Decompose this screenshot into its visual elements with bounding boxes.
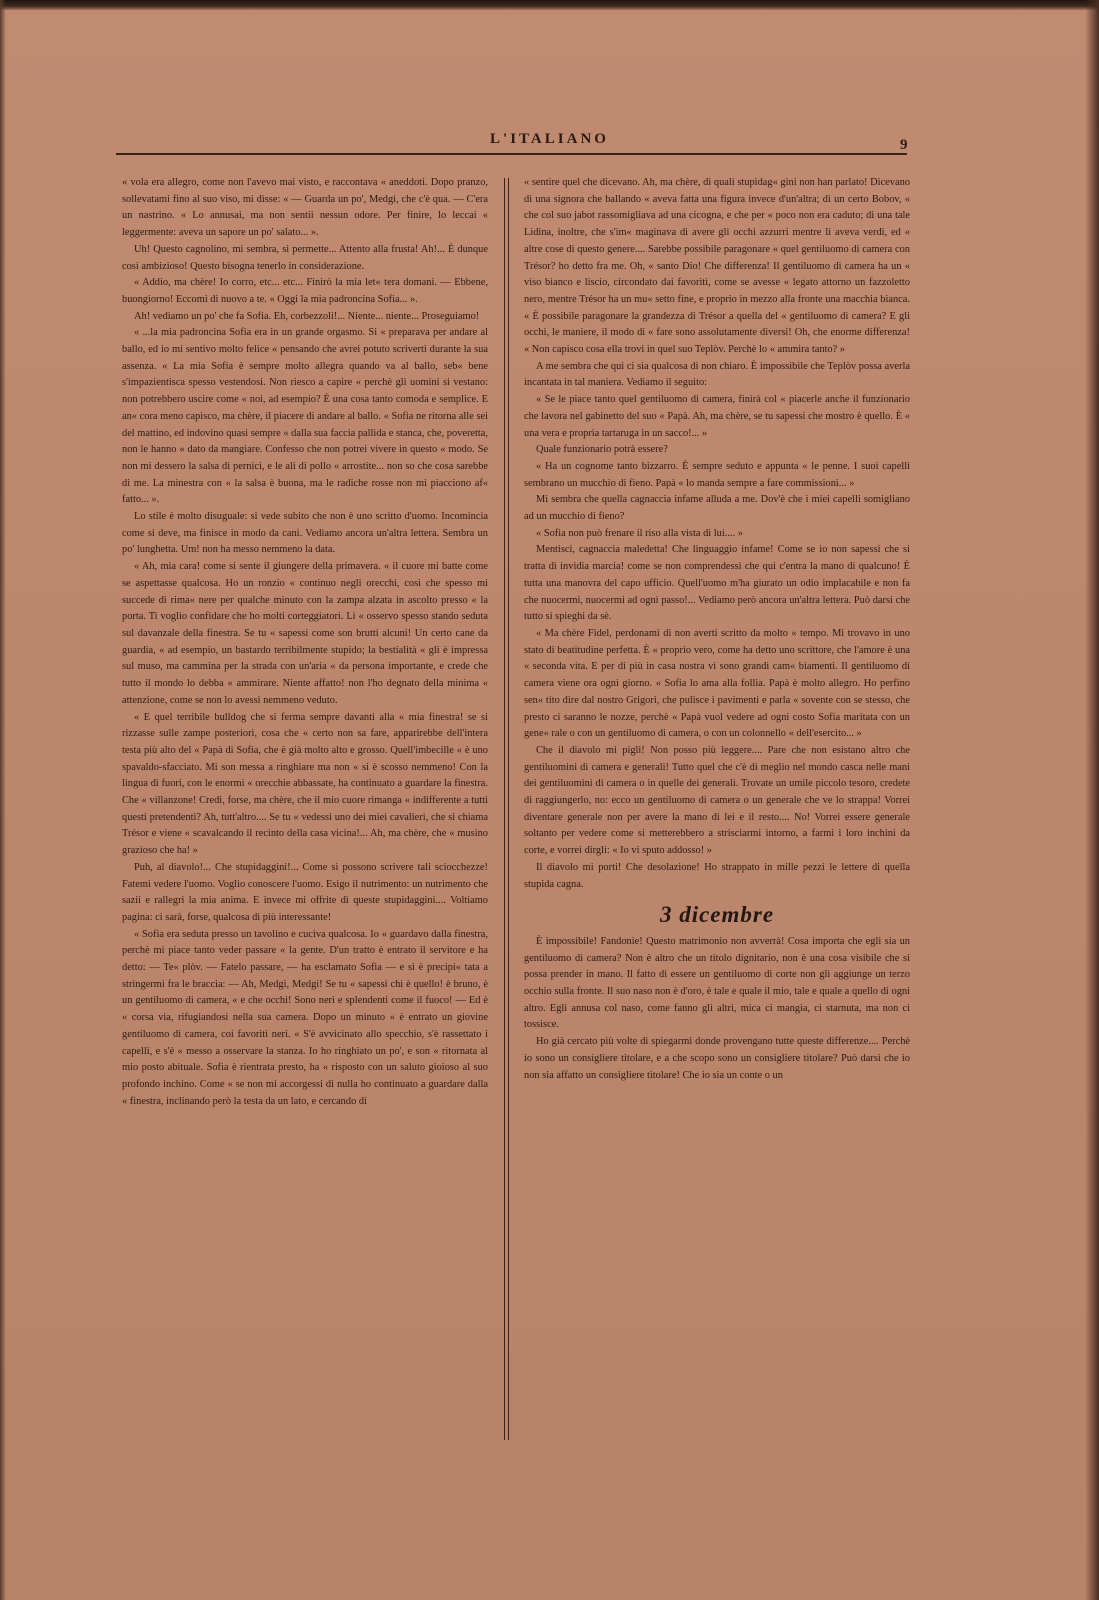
page-left-edge [0, 0, 6, 1600]
paragraph: Ho già cercato più volte di spiegarmi donde provengano tutte queste differenze.... Perchè io sono un consigliere titolare, e a che scopo sono un consigliere titolare? Può darsi che io non sia affatto un consigliere titolare! Che io sia un conte o un [524, 1036, 910, 1081]
paragraph: Mi sembra che quella cagnaccia infame alluda a me. Dov'è che i miei capelli somigliano ad un mucchio di fieno? [524, 494, 910, 523]
page-right-edge [1085, 0, 1099, 1600]
running-header-title: L'ITALIANO [490, 131, 609, 147]
paragraph: « Sofia era seduta presso un tavolino e cuciva qualcosa. Io « guardavo dalla finestra, perchè mi piace tanto veder passare « la gente. D'un tratto è entrato il servitore e ha detto: — Te« plòv. — Fatelo passare, — ha esclamato Sofia — e si è precipi« tata a stringermi fra le braccia: — Ah, Medgi, Medgi! Se tu « sapessi chi è quello! è bruno, è un gentiluomo di camera, « e che occhi! Sono neri e splendenti come il fuoco! — Ed è « corsa via, rifugiandosi nella sua camera. Dopo un minuto « è entrato un giovine gentiluomo di camera, coi favoriti neri. « S'è avvicinato allo specchio, s'è rassettato i capelli, e s'è « messo a osservare la stanza. Io ho ringhiato un po', e son « ritornata al mio posto abituale. Sofia è rientrata presto, ha « risposto con un saluto gioioso al suo profondo inchino. Come « se non mi accorgessi di nulla ho continuato a guardare dalla « finestra, inclinando però la testa da un lato, e cercando di [122, 928, 488, 1107]
paragraph: Puh, al diavolo!... Che stupidaggini!... Come si possono scrivere tali sciocchezze! Fatemi vedere l'uomo. Voglio conoscere l'uomo. Esigo il nutrimento: un nutrimento che sazii e rallegri la mia anima. E invece mi offrite di queste stupidaggini.... Voltiamo pagina: ci sarà, forse, qualcosa di più interessante! [122, 861, 488, 923]
paragraph: « Se le piace tanto quel gentiluomo di camera, finirà col « piacerle anche il funzionario che lavora nel gabinetto del suo « Papà. Ah, ma chère, se tu sapessi che mostro è quello. È « una vera e propria tartaruga in un sacco!... » [524, 394, 910, 439]
section-heading: 3 dicembre [659, 902, 775, 928]
paragraph: Lo stile è molto disuguale: si vede subito che non è uno scritto d'uomo. Incomincia come si deve, ma finisce in modo da cani. Vediamo ancora un'altra lettera. Sembra un po' lunghetta. Um! non ha messo nemmeno la data. [122, 511, 488, 556]
paragraph: Quale funzionario potrà essere? [536, 444, 668, 456]
paragraph: « Ah, mia cara! come si sente il giungere della primavera. « il cuore mi batte come se aspettasse qualcosa. Ho un ronzio « continuo negli orecchi, così che spesso mi succede di rima« nere per qualche minuto con la zampa alzata in ascolto presso « la porta. Ti voglio confidare che ho molti corteggiatori. Li « osservo spesso stando seduta sul davanzale della finestra. Se tu « sapessi come son brutti alcuni! Un certo cane da guardia, « ad esempio, un bastardo terribilmente stupido; la bestialità « gli è impressa sul muso, ma cammina per la strada con un'aria « da persona importante, e crede che tutto il mondo lo debba « ammirare. Niente affatto! non l'ho degnato della minima « attenzione, come se non lo avessi nemmeno veduto. [122, 561, 488, 706]
page-number: 9 [900, 137, 908, 153]
right-column [524, 175, 910, 1084]
paragraph: « Addio, ma chère! Io corro, etc... etc... Finirò la mia let« tera domani. — Ebbene, buongiorno! Eccomi di nuovo a te. « Oggi la mia padroncina Sofia... ». [122, 277, 488, 305]
paragraph: « E quel terribile bulldog che si ferma sempre davanti alla « mia finestra! se si rizzasse sulle zampe posteriori, cosa che « certo non sa fare, apparirebbe dell'intera testa più alto del « Papà di Sofia, che è già molto alto e grosso. Quell'imbecille « è uno spavaldo-sfacciato. Mi son messa a ringhiare ma non « si è scosso nemmeno! Con la lingua di fuori, con le enormi « orecchie abbassate, ha continuato a guardare la finestra. Che « villanzone! Credi, forse, ma chère, che il mio cuore rimanga « indifferente a tutti questi pretendenti? Ah, tutt'altro.... Se tu « vedessi uno dei miei cavalieri, che si chiama Trésor e viene « scavalcando il recinto della casa vicina!... Ah, ma chère, che « musino grazioso che ha! » [122, 711, 488, 857]
paragraph: « vola era allegro, come non l'avevo mai visto, e raccontava « aneddoti. Dopo pranzo, sollevatami fino al suo viso, mi disse: « — Guarda un po', Medgi, che c'è qua. — C'era un nastrino. « Lo annusai, ma non sentii nessun odore. Per finire, lo leccai « leggermente: aveva un sapore un po' salato... ». [122, 177, 488, 239]
paragraph: « Ma chère Fidel, perdonami di non averti scritto da molto « tempo. Mi trovavo in uno stato di beatitudine perfetta. È « proprio vero, come ha detto uno scrittore, che l'amore è una « seconda vita. E per di più in casa nostra vi sono grandi cam« biamenti. Il gentiluomo di camera viene ora ogni giorno. « Sofia lo ama alla follia. Papà è molto allegro. Ho perfino sen« tito dire dal nostro Grigori, che pulisce i pavimenti e parla « sovente con se stesso, che presto ci saranno le nozze, perchè « Papà vuol vedere ad ogni costo Sofia maritata con un gene« rale o con un gentiluomo di camera, o con un colonnello « dell'esercito... » [524, 627, 910, 740]
header-rule [116, 153, 907, 155]
paragraph: È impossibile! Fandonie! Questo matrimonio non avverrà! Cosa importa che egli sia un gentiluomo di camera? Non è altro che un titolo dignitario, non è una cosa visibile che si possa prender in mano. Il fatto di essere un gentiluomo di corte non gli aggiunge un terzo occhio sulla fronte. Il suo naso non è d'oro, è tale e quale il mio, tale e quale a quello di ogni altro. Egli annusa col naso, come fanno gli altri, mica ci mangia, ci starnuta, ma non ci tossisce. [524, 935, 910, 1031]
page-top-edge [0, 0, 1099, 10]
column-divider [504, 178, 509, 1440]
paragraph: « sentire quel che dicevano. Ah, ma chère, di quali stupidag« gini non han parlato! Dicevano di una signora che ballando « aveva fatta una figura invece d'un'altra; di un certo Bobov, « che col suo jabot rassomigliava ad una cicogna, e che per « poco non era caduto; di una tale Lidina, inoltre, che s'im« maginava di avere gli occhi azzurri mentre li aveva verdi, ed « altre cose di questo genere.... Sarebbe possibile paragonare « quel gentiluomo di camera con Trésor? ho detto fra me. Oh, « santo Dio! Che differenza! Il gentiluomo di camera ha un « viso bianco e liscio, circondato dai favoriti, come se avesse « legato attorno un fazzoletto nero, mentre Trésor ha un mu« setto fine, e proprio in mezzo alla fronte una macchia bianca. « È possibile paragonare la grandezza di Trésor a quella del « gentiluomo di camera? E gli occhi, le maniere, il modo di « fare sono assolutamente diversi! Oh, che enorme differenza! « Non capisco cosa ella trovi in quel suo Teplòv. Perchè lo « ammira tanto? » [524, 177, 910, 356]
paragraph: « Sofia non può frenare il riso alla vista di lui.... » [536, 527, 743, 539]
paragraph: Uh! Questo cagnolino, mi sembra, si permette... Attento alla frusta! Ah!... È dunque così ambizioso! Questo bisogna tenerlo in considerazione. [122, 243, 488, 272]
paragraph: Che il diavolo mi pigli! Non posso più leggere.... Pare che non esistano altro che gentiluomini di camera e generali! Tutto quel che c'è di meglio nel mondo casca nelle mani dei gentiluomini di camera o in quelle dei generali. Trovate un umile piccolo tesoro, credete di raggiungerlo, no: ecco un gentiluomo di camera o un generale che ve lo strappa! Vorrei diventare generale non per avere la mano di lei e il resto.... No! Vorrei essere generale soltanto per vedere come si metterebbero a strisciarmi intorno, a farmi i loro inchini da corte, e vorrei dirgli: « Io vi sputo addosso! » [524, 744, 910, 857]
paragraph: « ...la mia padroncina Sofia era in un grande orgasmo. Si « preparava per andare al ballo, ed io mi sentivo molto felice « pensando che avrei potuto scriverti durante la sua assenza. « La mia Sofia è sempre molto allegra quando va al ballo, seb« bene s'impazientisca spesso vestendosi. Non riesco a capire « perchè gli uomini si vestano: non potrebbero uscire come « noi, ad esempio? È una cosa tanto comoda e semplice. E an« cora meno capisco, ma chère, il piacere di andare al ballo. « Sofia ne ritorna alle sei del mattino, ed indovino quasi sempre « dalla sua faccia pallida e stanca, che, poveretta, non le hanno « dato da mangiare. Confesso che non potrei vivere in questo « modo. Se non mi dessero la salsa di pernici, e le ali di pollo « arrostite... non so che cosa sarebbe di me. La minestra con « la salsa è buona, ma le radiche rosse non mi piacciono af« fatto... ». [122, 327, 488, 506]
paragraph: A me sembra che qui ci sia qualcosa di non chiaro. È impossibile che Teplòv possa averla incantata in tal maniera. Vediamo il seguito: [524, 360, 910, 389]
paragraph: Mentisci, cagnaccia maledetta! Che linguaggio infame! Come se io non sapessi che si tratta di invidia marcia! come se non comprendessi che qui c'entra la mano di qualcuno! È tutta una manovra del capo ufficio. Quell'uomo m'ha giurato un odio implacabile e non fa che nuocermi, nuocermi ad ogni passo!... Vediamo però ancora un'altra lettera. Può darsi che tutto si spieghi da sè. [524, 544, 910, 623]
paragraph: Ah! vediamo un po' che fa Sofia. Eh, corbezzoli!... Niente... niente... Proseguiamo! [134, 310, 480, 322]
left-column [122, 175, 488, 1110]
paragraph: « Ha un cognome tanto bizzarro. È sempre seduto e appunta « le penne. I suoi capelli sembrano un mucchio di fieno. Papà « lo manda sempre a fare commissioni... » [524, 460, 910, 489]
paragraph: Il diavolo mi porti! Che desolazione! Ho strappato in mille pezzi le lettere di quella stupida cagna. [524, 861, 910, 890]
